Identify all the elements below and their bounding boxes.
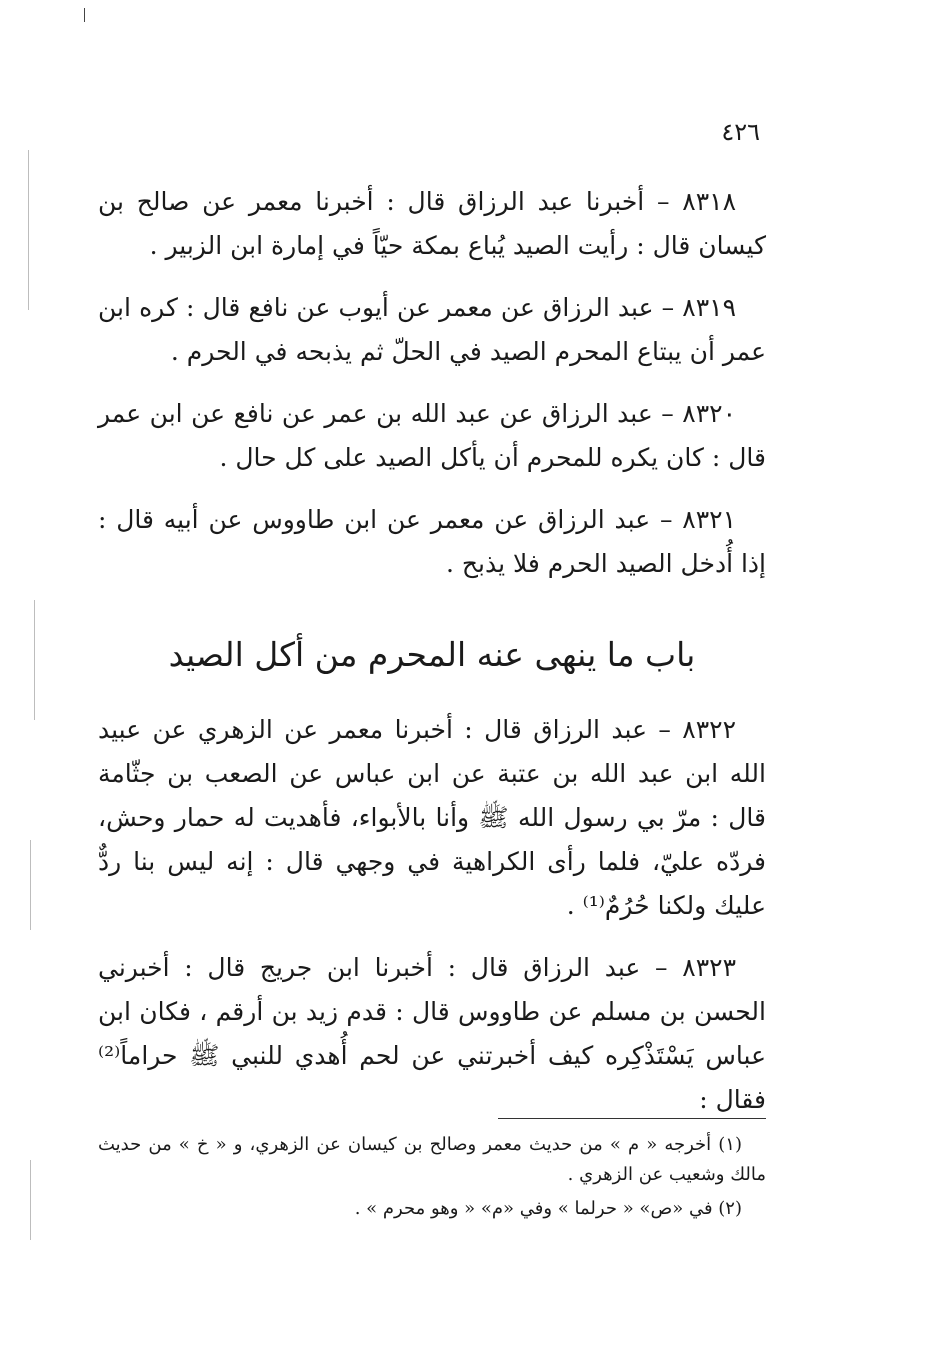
hadith-paragraph: ٨٣١٨ – أخبرنا عبد الرزاق قال : أخبرنا معمر عن صالح بن كيسان قال : رأيت الصيد يُباع بمكة حيّاً في إمارة ابن الزبير . — [98, 187, 766, 260]
page-number: ٤٢٦ — [721, 118, 760, 146]
footnote: (١) أخرجه « م » من حديث معمر وصالح بن كيسان عن الزهري، و « خ » من حديث مالك وشعيب عن الزهري . — [98, 1134, 766, 1185]
hadith-paragraph: ٨٣٢١ – عبد الرزاق عن معمر عن ابن طاووس عن أبيه قال : إذا أُدخل الصيد الحرم فلا يذبح . — [98, 505, 766, 578]
scan-edge-mark — [28, 150, 29, 310]
scan-edge-mark — [30, 1160, 31, 1240]
scan-edge-mark — [84, 8, 85, 22]
section-heading: باب ما ينهى عنه المحرم من أكل الصيد — [168, 635, 696, 674]
hadith-paragraph: ٨٣٢٢ – عبد الرزاق قال : أخبرنا معمر عن الزهري عن عبيد الله ابن عبد الله بن عتبة عن ابن عباس عن الصعب بن جثّامة قال : مرّ بي رسول الله ﷺ وأنا بالأبواء، فأهديت له حمار وحش، فردّه عليّ، فلما رأى الكراهية في وجهي قال : إنه ليس بنا ردٌّ عليك ولكنا حُرُمٌ⁽¹⁾ . — [98, 715, 766, 920]
hadith-paragraph: ٨٣٢٣ – عبد الرزاق قال : أخبرنا ابن جريج قال : أخبرني الحسن بن مسلم عن طاووس قال : قدم زيد بن أرقم ، فكان ابن عباس يَسْتَذْكِره كيف أخبرتني عن لحم أُهدي للنبي ﷺ حراماً⁽²⁾ فقال : — [98, 953, 766, 1114]
footnotes — [98, 1130, 766, 1228]
scan-edge-mark — [30, 840, 31, 930]
scan-edge-mark — [34, 600, 35, 720]
hadith-paragraph: ٨٣٢٠ – عبد الرزاق عن عبد الله بن عمر عن نافع عن ابن عمر قال : كان يكره للمحرم أن يأكل الصيد على كل حال . — [98, 399, 766, 472]
footnote: (٢) في «ص» « حرلما » وفي «م» « وهو محرم » . — [354, 1198, 742, 1219]
main-text — [98, 180, 766, 1140]
hadith-paragraph: ٨٣١٩ – عبد الرزاق عن معمر عن أيوب عن نافع قال : كره ابن عمر أن يبتاع المحرم الصيد في الحلّ ثم يذبحه في الحرم . — [98, 293, 766, 366]
footnote-separator — [498, 1118, 766, 1119]
